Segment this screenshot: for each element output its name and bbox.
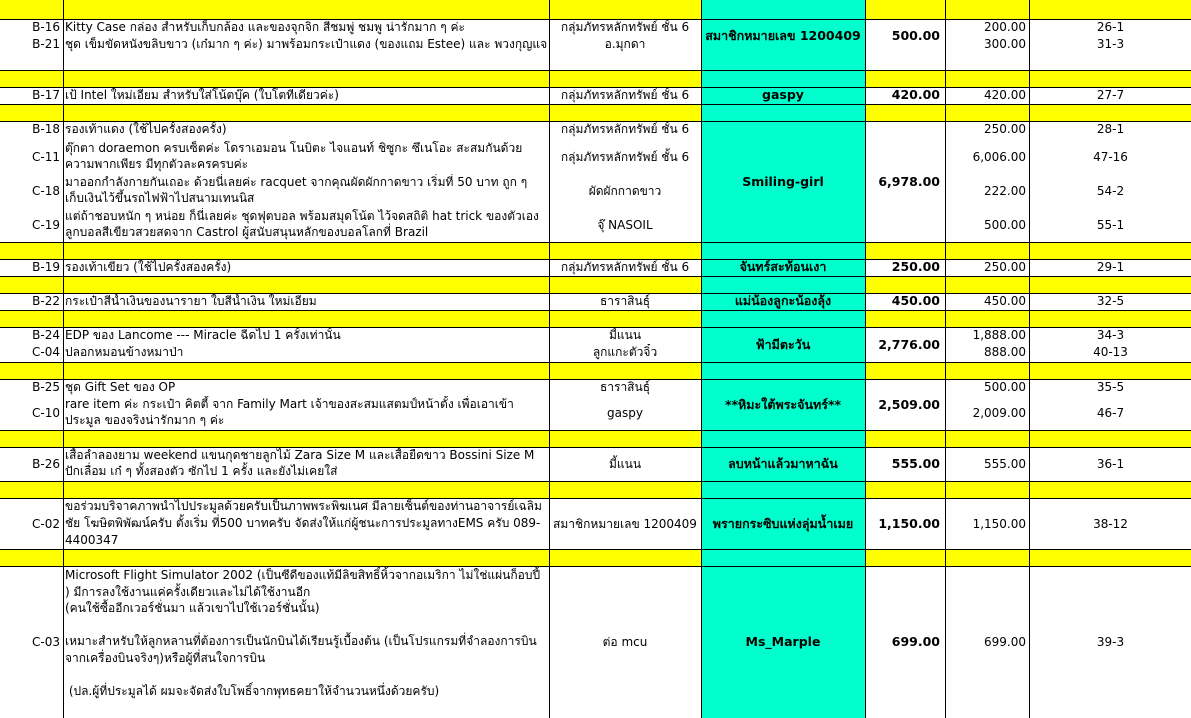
item-code: B-17 xyxy=(32,88,60,102)
item-price: 450.00 xyxy=(984,294,1026,308)
grid-line xyxy=(0,430,1191,431)
separator-row xyxy=(0,70,1191,87)
donor-name: มี้แนน xyxy=(608,328,642,342)
item-code: B-25 xyxy=(32,380,60,394)
donor-name: มี้แนน xyxy=(608,457,642,471)
item-code: B-18 xyxy=(32,122,60,136)
item-description: rare item ค่ะ กระเป๋า คิตตี้ จาก Family Mart เจ้าของสะสมแสตมป์หน้าตั้ง เพื่อเอาเข้าประมูล ของจริงน่ารักมาก ๆ ค่ะ xyxy=(65,397,514,427)
item-ref: 47-16 xyxy=(1093,150,1128,164)
winning-total: 6,978.00 xyxy=(878,173,940,189)
item-ref: 28-1 xyxy=(1096,122,1125,136)
item-price: 500.00 xyxy=(984,218,1026,232)
table-row[interactable] xyxy=(0,87,1191,104)
item-description: ตุ๊กตา doraemon ครบเซ็ตค่ะ โดราเอมอน โนบิตะ ไจแอนท์ ชิซูกะ ซึเนโอะ สะสมกันด้วยความพากเพียร มีทุกตัวละครครบค่ะ xyxy=(65,141,523,171)
item-code: B-19 xyxy=(32,260,60,274)
item-ref: 36-1 xyxy=(1096,457,1125,471)
item-code: C-11 xyxy=(32,150,60,164)
item-price: 300.00 xyxy=(984,37,1026,51)
item-code: C-18 xyxy=(32,184,60,198)
separator-row xyxy=(0,549,1191,566)
winner-group xyxy=(0,121,1191,242)
item-ref: 55-1 xyxy=(1096,218,1125,232)
winner-name: ฟ้ามีตะวัน xyxy=(755,336,811,352)
winning-total: 420.00 xyxy=(891,87,940,102)
grid-line xyxy=(0,549,1191,550)
donor-name: ผัดผักกาดขาว xyxy=(588,184,662,198)
separator-row xyxy=(0,362,1191,379)
item-description: ปลอกหมอนข้างหมาป่า xyxy=(65,345,184,359)
item-ref: 31-3 xyxy=(1096,37,1125,51)
item-ref: 26-1 xyxy=(1096,20,1125,34)
separator-row xyxy=(0,0,1191,19)
item-description: รองเท้าแดง (ใช้ไปครั้งสองครั้ง) xyxy=(65,122,227,136)
winner-name: สมาชิกหมายเลข 1200409 xyxy=(705,28,861,43)
winner-name: แม่น้องลูกะน้องลุ้ง xyxy=(734,293,832,308)
item-code: C-02 xyxy=(32,516,60,531)
item-ref: 46-7 xyxy=(1096,406,1125,420)
item-code: C-10 xyxy=(32,406,60,420)
item-price: 420.00 xyxy=(984,88,1026,102)
winner-name: จันทร์สะท้อนเงา xyxy=(739,259,827,274)
grid-line xyxy=(0,70,1191,71)
winning-total: 1,150.00 xyxy=(878,515,940,531)
item-price: 222.00 xyxy=(984,184,1026,198)
item-ref: 54-2 xyxy=(1096,184,1125,198)
item-code: C-19 xyxy=(32,218,60,232)
item-price: 250.00 xyxy=(984,260,1026,274)
item-code: B-24 xyxy=(32,328,60,342)
item-price: 888.00 xyxy=(984,345,1026,359)
table-row[interactable] xyxy=(0,447,1191,481)
item-description: มาออกกำลังกายกันเถอะ ด้วยนี่เลยค่ะ racquet จากคุณผัดผักกาดขาว เริ่มที่ 50 บาท ถูก ๆ เก็บเงินไว้ขึ้นรถไฟฟ้าไปสนามเทนนิส xyxy=(65,175,528,205)
item-ref: 40-13 xyxy=(1093,345,1128,359)
winner-group xyxy=(0,19,1191,70)
grid-line xyxy=(0,104,1191,105)
grid-line xyxy=(0,481,1191,482)
table-row[interactable] xyxy=(0,498,1191,549)
item-price: 699.00 xyxy=(984,635,1026,649)
item-price: 1,888.00 xyxy=(972,328,1026,342)
winning-total: 2,776.00 xyxy=(878,336,940,352)
grid-line xyxy=(0,362,1191,363)
item-description: EDP ของ Lancome --- Miracle ฉีดไป 1 ครั้งเท่านั้น xyxy=(65,328,341,342)
item-description: เสื้อลำลองยาม weekend แขนกุดชายลูกไม้ Zara Size M และเสื้อยืดขาว Bossini Size M ปักเลื่อม เก๋ ๆ ทั้งสองตัว ซักไป 1 ครั้ง และยังไม่เคยใส่ xyxy=(65,448,535,478)
winner-name: Ms_Marple xyxy=(745,634,821,649)
donor-name: อ.มุกดา xyxy=(604,37,646,51)
separator-row xyxy=(0,242,1191,259)
winning-total: 555.00 xyxy=(891,456,940,471)
winning-total: 2,509.00 xyxy=(878,396,940,412)
grid-line xyxy=(0,310,1191,311)
winner-name: พรายกระซิบแห่งลุ่มน้ำเมย xyxy=(712,515,854,531)
donor-name: ธาราสินธุ์ xyxy=(599,294,651,308)
separator-row xyxy=(0,430,1191,447)
item-description: ชุด Gift Set ของ OP xyxy=(65,380,176,394)
item-code: B-21 xyxy=(32,37,60,51)
item-price: 250.00 xyxy=(984,122,1026,136)
item-description: แต่ถ้าชอบหนัก ๆ หน่อย ก็นี่เลยค่ะ ชุดฟุตบอล พร้อมสมุดโน้ต ไว้จดสถิติ hat trick ของตัวเอง ลูกบอลสีเขียวสวยสดจาก Castrol ผู้สนับสนุนหลักของบอลโลกที่ Brazil xyxy=(65,209,539,239)
donor-name: สมาชิกหมายเลข 1200409 xyxy=(553,516,697,531)
donor-name: กลุ่มภัทรหลักทรัพย์ ชั้น 6 xyxy=(560,150,690,164)
donor-name: ธาราสินธุ์ xyxy=(599,380,651,394)
donor-name: กลุ่มภัทรหลักทรัพย์ ชั้น 6 xyxy=(560,260,690,274)
winner-name: ลบหน้าแล้วมาหาฉัน xyxy=(728,456,838,471)
item-description: ขอร่วมบริจาคภาพนำไปประมูลด้วยครับเป็นภาพพระพิฆเนศ มีลายเซ็นต์ของท่านอาจารย์เฉลิมชัย โฆษิตพิพัฒน์ครับ ตั้งเริ่ม ที่500 บาทครับ จัดส่งให้แก่ผู้ชนะการประมูลทางEMS ครับ 089-4400347 xyxy=(65,499,542,547)
item-ref: 27-7 xyxy=(1096,88,1125,102)
item-code: B-16 xyxy=(32,20,60,34)
item-ref: 38-12 xyxy=(1093,516,1128,531)
grid-line xyxy=(0,276,1191,277)
winner-name: gaspy xyxy=(762,87,804,102)
item-ref: 29-1 xyxy=(1096,260,1125,274)
winning-total: 250.00 xyxy=(891,259,940,274)
item-description: Kitty Case กล่อง สำหรับเก็บกล้อง และของจุกจิก สีชมพู่ ชมพู น่ารักมาก ๆ ค่ะ xyxy=(65,20,465,34)
item-description: กระเป๋าสีน้ำเงินของนารายา ใบสีน้ำเงิน ใหม่เอี่ยม xyxy=(65,294,317,308)
donor-name: กลุ่มภัทรหลักทรัพย์ ชั้น 6 xyxy=(560,88,690,102)
winning-total: 500.00 xyxy=(891,28,940,43)
item-price: 1,150.00 xyxy=(972,516,1026,531)
item-ref: 35-5 xyxy=(1096,380,1125,394)
item-price: 200.00 xyxy=(984,20,1026,34)
donor-name: กลุ่มภัทรหลักทรัพย์ ชั้น 6 xyxy=(560,122,690,136)
donor-name: gaspy xyxy=(607,406,643,420)
item-code: C-04 xyxy=(32,345,60,359)
item-ref: 34-3 xyxy=(1096,328,1125,342)
item-description: เป้ Intel ใหม่เอี่ยม สำหรับใส่โน้ตบุ๊ค (ใบโตทีเดียวค่ะ) xyxy=(65,88,339,102)
separator-row xyxy=(0,481,1191,498)
item-code: C-03 xyxy=(32,635,60,649)
table-row[interactable] xyxy=(0,566,1191,718)
winner-group xyxy=(0,327,1191,362)
donor-name: จุ๊ NASOIL xyxy=(597,218,653,232)
item-ref: 39-3 xyxy=(1096,635,1125,649)
winning-total: 450.00 xyxy=(891,293,940,308)
item-code: B-22 xyxy=(32,294,60,308)
donor-name: ลูกแกะตัวจิ๋ว xyxy=(592,345,658,359)
grid-line xyxy=(0,242,1191,243)
item-description: รองเท้าเขียว (ใช้ไปครั้งสองครั้ง) xyxy=(65,260,232,274)
winning-total: 699.00 xyxy=(891,634,940,649)
item-price: 500.00 xyxy=(984,380,1026,394)
item-code: B-26 xyxy=(32,457,60,471)
table-row[interactable] xyxy=(0,293,1191,310)
item-price: 555.00 xyxy=(984,457,1026,471)
item-ref: 32-5 xyxy=(1096,294,1125,308)
separator-row xyxy=(0,310,1191,327)
separator-row xyxy=(0,276,1191,293)
winner-name: Smiling-girl xyxy=(742,173,824,189)
donor-name: ต่อ mcu xyxy=(602,635,648,649)
table-row[interactable] xyxy=(0,259,1191,276)
item-price: 2,009.00 xyxy=(972,406,1026,420)
donor-name: กลุ่มภัทรหลักทรัพย์ ชั้น 6 xyxy=(560,20,690,34)
item-description: ชุด เข็มขัดหนังขลิบขาว (เก๋มาก ๆ ค่ะ) มาพร้อมกระเป๋าแดง (ของแถม Estee) และ พวงกุญแจ xyxy=(65,37,548,51)
separator-row xyxy=(0,104,1191,121)
winner-name: **หิมะใต้พระจันทร์** xyxy=(724,396,842,412)
item-description: Microsoft Flight Simulator 2002 (เป็นซีดีของแท้มีลิขสิทธิ์หิ้วจากอเมริกา ไม่ใช่แผ่นก็อบปี้ ) มีการลงใช้งานแค่ครั้งเดียวและไม่ได้ใช้งานอีก (คนใช้ซื้ออีกเวอร์ชั่นมา แล้วเขาไปใช้เวอร์ชั่นนั้น) เหมาะสำหรับให้ลูกหลานที่ต้องการเป็นนักบินได้เรียนรู้เบื้องต้น (เป็นโปรแกรมที่จำลองการบินจากเครื่องบินจริงๆ)หรือผู้ที่สนใจการบิน (ปล.ผู้ที่ประมูลได้ ผมจะจัดส่งใบโพธิ์จากพุทธคยาให้จำนวนหนึ่งด้วยครับ) xyxy=(65,568,541,698)
item-price: 6,006.00 xyxy=(972,150,1026,164)
winner-group xyxy=(0,379,1191,430)
